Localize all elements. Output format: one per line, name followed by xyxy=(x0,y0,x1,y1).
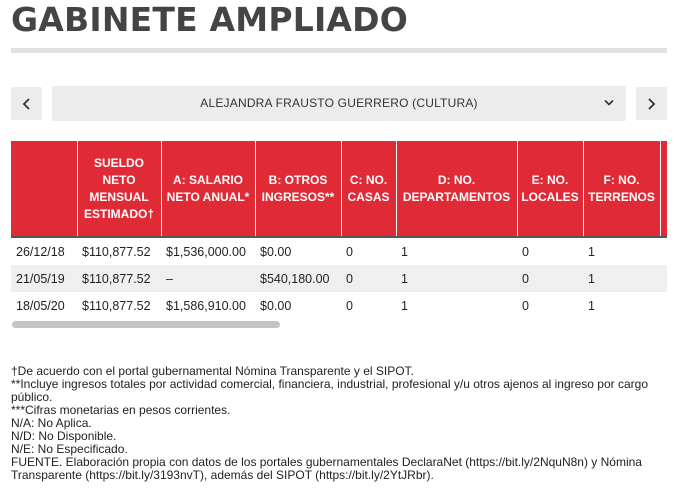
previous-button[interactable] xyxy=(11,87,42,120)
table-header-row xyxy=(11,141,667,237)
footnote: N/E: No Especificado. xyxy=(11,442,128,456)
footnote: N/D: No Disponible. xyxy=(11,429,117,443)
horizontal-scrollbar[interactable] xyxy=(11,320,667,330)
table-cell: 0 xyxy=(341,237,396,265)
table-cell: 1 xyxy=(396,237,517,265)
table-row xyxy=(11,265,667,292)
footnotes xyxy=(11,365,667,482)
table-cell: $1,586,910.00 xyxy=(166,298,246,313)
table-cell: 1 xyxy=(588,298,595,313)
chevron-left-icon xyxy=(22,98,31,110)
declarations-table xyxy=(11,141,667,319)
table-cell: $1,536,000.00 xyxy=(161,237,255,265)
header-other-income: B: OTROS INGRESOS** xyxy=(255,141,341,237)
table-cell-cut xyxy=(660,265,667,292)
footnote: †De acuerdo con el portal gubernamental Nómina Transparente y el SIPOT. xyxy=(11,364,414,378)
table-cell: $0.00 xyxy=(255,237,341,265)
table-cell: 0 xyxy=(517,265,583,292)
header-apartments: D: NO. DEPARTAMENTOS xyxy=(396,141,517,237)
header-monthly-salary: SUELDO NETO MENSUAL ESTIMADO† xyxy=(77,141,161,237)
table-cell: 21/05/19 xyxy=(11,265,77,292)
table-cell-cut xyxy=(660,292,667,319)
chevron-down-icon xyxy=(604,99,614,107)
table-cell: $110,877.52 xyxy=(77,237,161,265)
footnote: ***Cifras monetarias en pesos corrientes. xyxy=(11,403,231,417)
table-cell: 0 xyxy=(522,298,529,313)
table-row xyxy=(11,292,667,319)
footnote: **Incluye ingresos totales por actividad comercial, financiera, industrial, profesional y/u otros ajenos al ingreso por cargo público. xyxy=(11,377,649,404)
header-date xyxy=(11,141,77,237)
header-land: F: NO. TERRENOS xyxy=(583,141,660,237)
declarations-table-container[interactable] xyxy=(11,141,667,329)
table-cell: 0 xyxy=(346,298,353,313)
header-next-column-cut xyxy=(660,141,667,237)
table-cell: 0 xyxy=(517,237,583,265)
next-button[interactable] xyxy=(636,87,667,120)
table-cell: 26/12/18 xyxy=(11,237,77,265)
table-cell-cut xyxy=(660,237,667,265)
table-cell: 1 xyxy=(396,265,517,292)
chevron-right-icon xyxy=(647,98,656,110)
table-cell: $0.00 xyxy=(260,298,292,313)
footnote: N/A: No Aplica. xyxy=(11,416,92,430)
table-cell: 0 xyxy=(341,265,396,292)
table-cell: $540,180.00 xyxy=(255,265,341,292)
table-cell: – xyxy=(161,265,255,292)
header-houses: C: NO. CASAS xyxy=(341,141,396,237)
page-title: GABINETE AMPLIADO xyxy=(11,0,409,39)
table-cell: 1 xyxy=(583,237,660,265)
header-stores: E: NO. LOCALES xyxy=(517,141,583,237)
title-divider xyxy=(11,48,667,53)
table-cell: $110,877.52 xyxy=(77,265,161,292)
table-cell: 1 xyxy=(583,265,660,292)
table-cell: $110,877.52 xyxy=(82,298,151,313)
scrollbar-thumb[interactable] xyxy=(12,321,280,328)
footnote-source: FUENTE. Elaboración propia con datos de los portales gubernamentales DeclaraNet (https://bit.ly/2NquN8n) y Nómina Transparente (https://bit.ly/3193nvT), además del SIPOT (https://bit.ly/2YtJRbr). xyxy=(11,455,642,482)
official-select-value: ALEJANDRA FRAUSTO GUERRERO (CULTURA) xyxy=(200,96,478,110)
official-select[interactable] xyxy=(52,86,626,121)
header-annual-salary: A: SALARIO NETO ANUAL* xyxy=(161,141,255,237)
table-cell: 1 xyxy=(401,298,408,313)
table-cell: 18/05/20 xyxy=(16,298,65,313)
table-row xyxy=(11,237,667,265)
